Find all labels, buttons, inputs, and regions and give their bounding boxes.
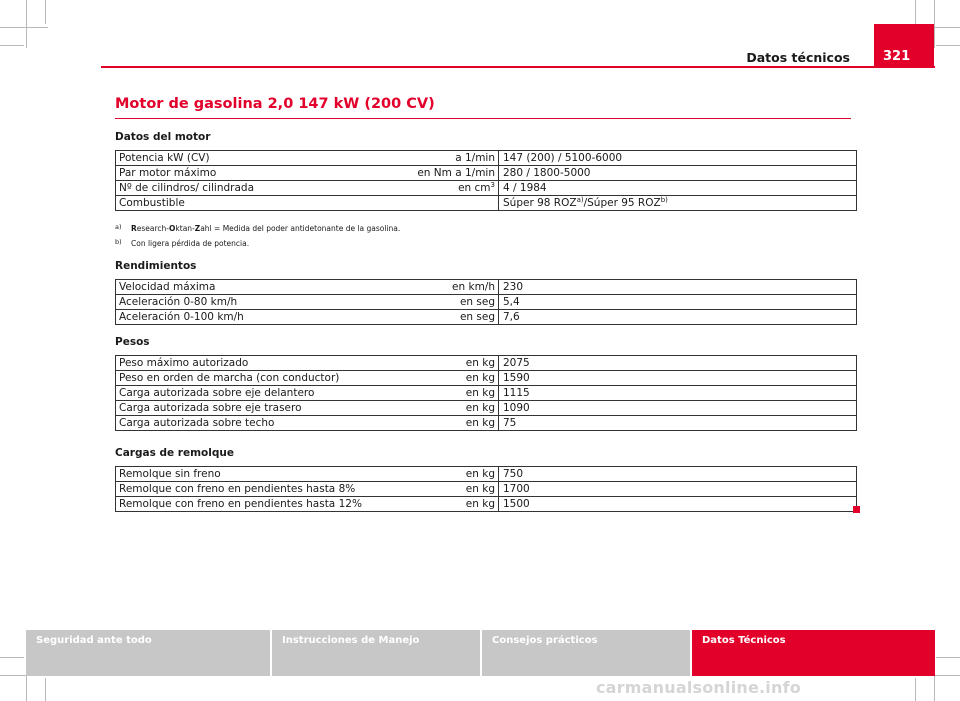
footer-tab-label: Datos Técnicos	[702, 635, 786, 646]
table-row	[116, 482, 857, 497]
watermark: carmanualsonline.info	[596, 678, 801, 697]
row-value: 4 / 1984	[499, 181, 857, 196]
running-header-title: Datos técnicos	[746, 50, 850, 65]
table-row	[116, 151, 857, 166]
row-unit: a 1/min	[382, 151, 499, 166]
row-label: Combustible	[116, 196, 383, 211]
footnote-ref: a)	[576, 196, 584, 204]
footnote-text: esearch-	[136, 224, 170, 233]
row-label: Remolque sin freno	[116, 467, 383, 482]
crop-mark	[0, 45, 24, 46]
crop-mark	[936, 657, 960, 658]
row-label: Aceleración 0-80 km/h	[116, 295, 383, 310]
row-label: Carga autorizada sobre techo	[116, 416, 383, 431]
table-row	[116, 280, 857, 295]
footnote-mark: a)	[115, 223, 122, 231]
table-row	[116, 401, 857, 416]
row-value: 1700	[499, 482, 857, 497]
row-unit: en Nm a 1/min	[382, 166, 499, 181]
row-label: Potencia kW (CV)	[116, 151, 383, 166]
footer-tab-consejos[interactable]	[482, 630, 690, 676]
row-unit-cell	[382, 181, 499, 196]
remolque-table	[115, 466, 857, 512]
remolque-heading: Cargas de remolque	[115, 447, 234, 459]
row-value: 280 / 1800-5000	[499, 166, 857, 181]
row-label: Peso máximo autorizado	[116, 356, 383, 371]
row-unit: en kg	[382, 401, 499, 416]
row-value: 1090	[499, 401, 857, 416]
row-label: Peso en orden de marcha (con conductor)	[116, 371, 383, 386]
table-row	[116, 386, 857, 401]
header-rule	[101, 66, 935, 68]
footnote-bold-letter: R	[131, 224, 137, 233]
footer-tab-label: Consejos prácticos	[492, 635, 598, 646]
row-value: 1115	[499, 386, 857, 401]
crop-mark	[936, 45, 960, 46]
row-value: 1590	[499, 371, 857, 386]
row-unit: en cm	[458, 182, 491, 194]
row-unit: en kg	[382, 482, 499, 497]
footnote-text: Con ligera pérdida de potencia.	[131, 239, 250, 248]
footnote-text: ahl = Medida del poder antidetonante de la gasolina.	[200, 224, 401, 233]
crop-mark	[45, 678, 46, 701]
section-title: Motor de gasolina 2,0 147 kW (200 CV)	[115, 96, 435, 112]
row-unit: en kg	[382, 416, 499, 431]
footer-tab-seguridad[interactable]	[26, 630, 270, 676]
page-number: 321	[874, 24, 934, 66]
row-value: 5,4	[499, 295, 857, 310]
row-unit: en seg	[382, 310, 499, 325]
rendimientos-table	[115, 279, 857, 325]
row-unit	[382, 196, 499, 211]
crop-mark	[915, 0, 916, 24]
row-value: 147 (200) / 5100-6000	[499, 151, 857, 166]
row-label: Remolque con freno en pendientes hasta 8%	[116, 482, 383, 497]
fuel-value-b: /Súper 95 ROZ	[583, 197, 661, 209]
footer-tab-instrucciones[interactable]	[272, 630, 480, 676]
table-row	[116, 181, 857, 196]
footer-tab-label: Seguridad ante todo	[36, 635, 152, 646]
footnote-bold-letter: O	[169, 224, 176, 233]
table-row	[116, 310, 857, 325]
row-label: Par motor máximo	[116, 166, 383, 181]
row-label: Carga autorizada sobre eje delantero	[116, 386, 383, 401]
row-unit: en kg	[382, 356, 499, 371]
footnote-ref: b)	[660, 196, 668, 204]
row-unit: en kg	[382, 371, 499, 386]
row-value: 230	[499, 280, 857, 295]
row-unit: en kg	[382, 467, 499, 482]
unit-superscript: 3	[490, 181, 495, 189]
table-row	[116, 356, 857, 371]
row-unit: en kg	[382, 386, 499, 401]
pesos-table	[115, 355, 857, 431]
section-end-square-icon	[853, 506, 860, 513]
footnote-bold-letter: Z	[194, 224, 201, 233]
row-label: Velocidad máxima	[116, 280, 383, 295]
row-label: Remolque con freno en pendientes hasta 12%	[116, 497, 383, 512]
row-label: Aceleración 0-100 km/h	[116, 310, 383, 325]
crop-mark	[934, 0, 935, 48]
table-row	[116, 497, 857, 512]
row-value: 75	[499, 416, 857, 431]
crop-mark	[0, 27, 48, 28]
motor-table	[115, 150, 857, 211]
footnote-mark: b)	[115, 238, 122, 246]
section-rule	[115, 118, 851, 119]
footnote-text: ktan-	[175, 224, 195, 233]
row-unit: en kg	[382, 497, 499, 512]
crop-mark	[45, 0, 46, 24]
footer-tab-label: Instrucciones de Manejo	[282, 635, 420, 646]
footnote-b	[115, 238, 249, 248]
footer-tab-datos-tecnicos[interactable]	[692, 630, 935, 676]
row-label: Carga autorizada sobre eje trasero	[116, 401, 383, 416]
footnote-a	[115, 223, 400, 233]
table-row	[116, 295, 857, 310]
table-row	[116, 371, 857, 386]
crop-mark	[915, 678, 916, 701]
crop-mark	[0, 657, 24, 658]
rendimientos-heading: Rendimientos	[115, 260, 197, 272]
row-unit: en seg	[382, 295, 499, 310]
table-row	[116, 416, 857, 431]
row-label: Nº de cilindros/ cilindrada	[116, 181, 383, 196]
fuel-value-a: Súper 98 ROZ	[503, 197, 577, 209]
crop-mark	[26, 0, 27, 48]
row-value: 750	[499, 467, 857, 482]
row-value: 7,6	[499, 310, 857, 325]
row-value-cell	[499, 196, 857, 211]
row-unit: en km/h	[382, 280, 499, 295]
motor-heading: Datos del motor	[115, 131, 211, 143]
table-row	[116, 166, 857, 181]
table-row	[116, 467, 857, 482]
pesos-heading: Pesos	[115, 336, 150, 348]
row-value: 1500	[499, 497, 857, 512]
table-row	[116, 196, 857, 211]
row-value: 2075	[499, 356, 857, 371]
